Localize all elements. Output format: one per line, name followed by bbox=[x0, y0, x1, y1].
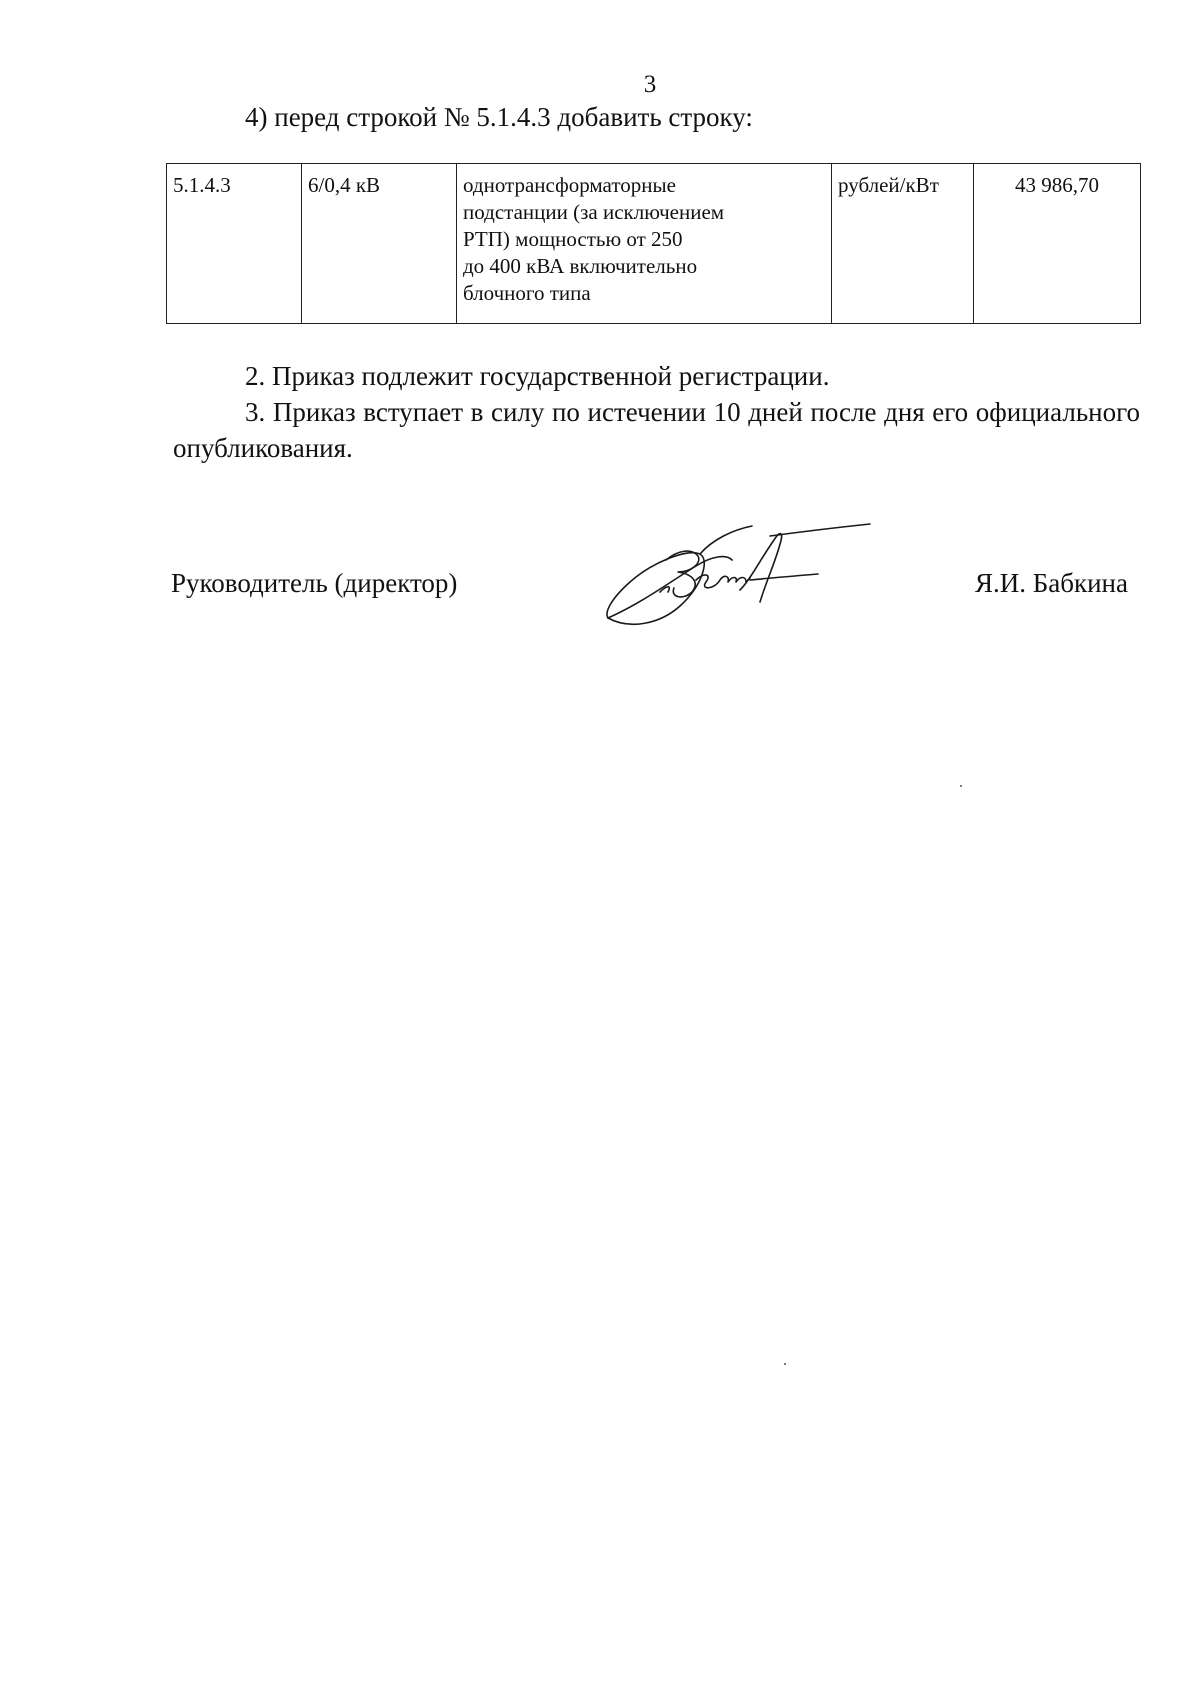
cell-value: 43 986,70 bbox=[974, 164, 1141, 324]
paragraph-effective-date: 3. Приказ вступает в силу по истечении 10 дней после дня его официального опубликования. bbox=[173, 397, 1140, 463]
description-line: РТП) мощностью от 250 bbox=[463, 227, 683, 251]
scan-speck bbox=[960, 785, 962, 787]
table-row bbox=[167, 164, 1141, 324]
description-line: до 400 кВА включительно bbox=[463, 254, 698, 278]
cell-unit: рублей/кВт bbox=[832, 164, 974, 324]
amendment-table bbox=[166, 163, 1141, 324]
cell-code: 5.1.4.3 bbox=[167, 164, 302, 324]
scan-speck bbox=[784, 1363, 786, 1365]
cell-description bbox=[457, 164, 832, 324]
intro-line: 4) перед строкой № 5.1.4.3 добавить строку: bbox=[245, 102, 753, 132]
handwritten-signature bbox=[600, 520, 885, 630]
signatory-name: Я.И. Бабкина bbox=[975, 568, 1128, 598]
description-line: однотрансформаторные bbox=[463, 173, 676, 197]
signatory-role: Руководитель (директор) bbox=[171, 568, 458, 598]
page-number: 3 bbox=[643, 71, 657, 98]
description-line: блочного типа bbox=[463, 281, 591, 305]
cell-voltage: 6/0,4 кВ bbox=[302, 164, 457, 324]
description-line: подстанции (за исключением bbox=[463, 200, 725, 224]
paragraph-registration: 2. Приказ подлежит государственной регистрации. bbox=[245, 361, 830, 391]
